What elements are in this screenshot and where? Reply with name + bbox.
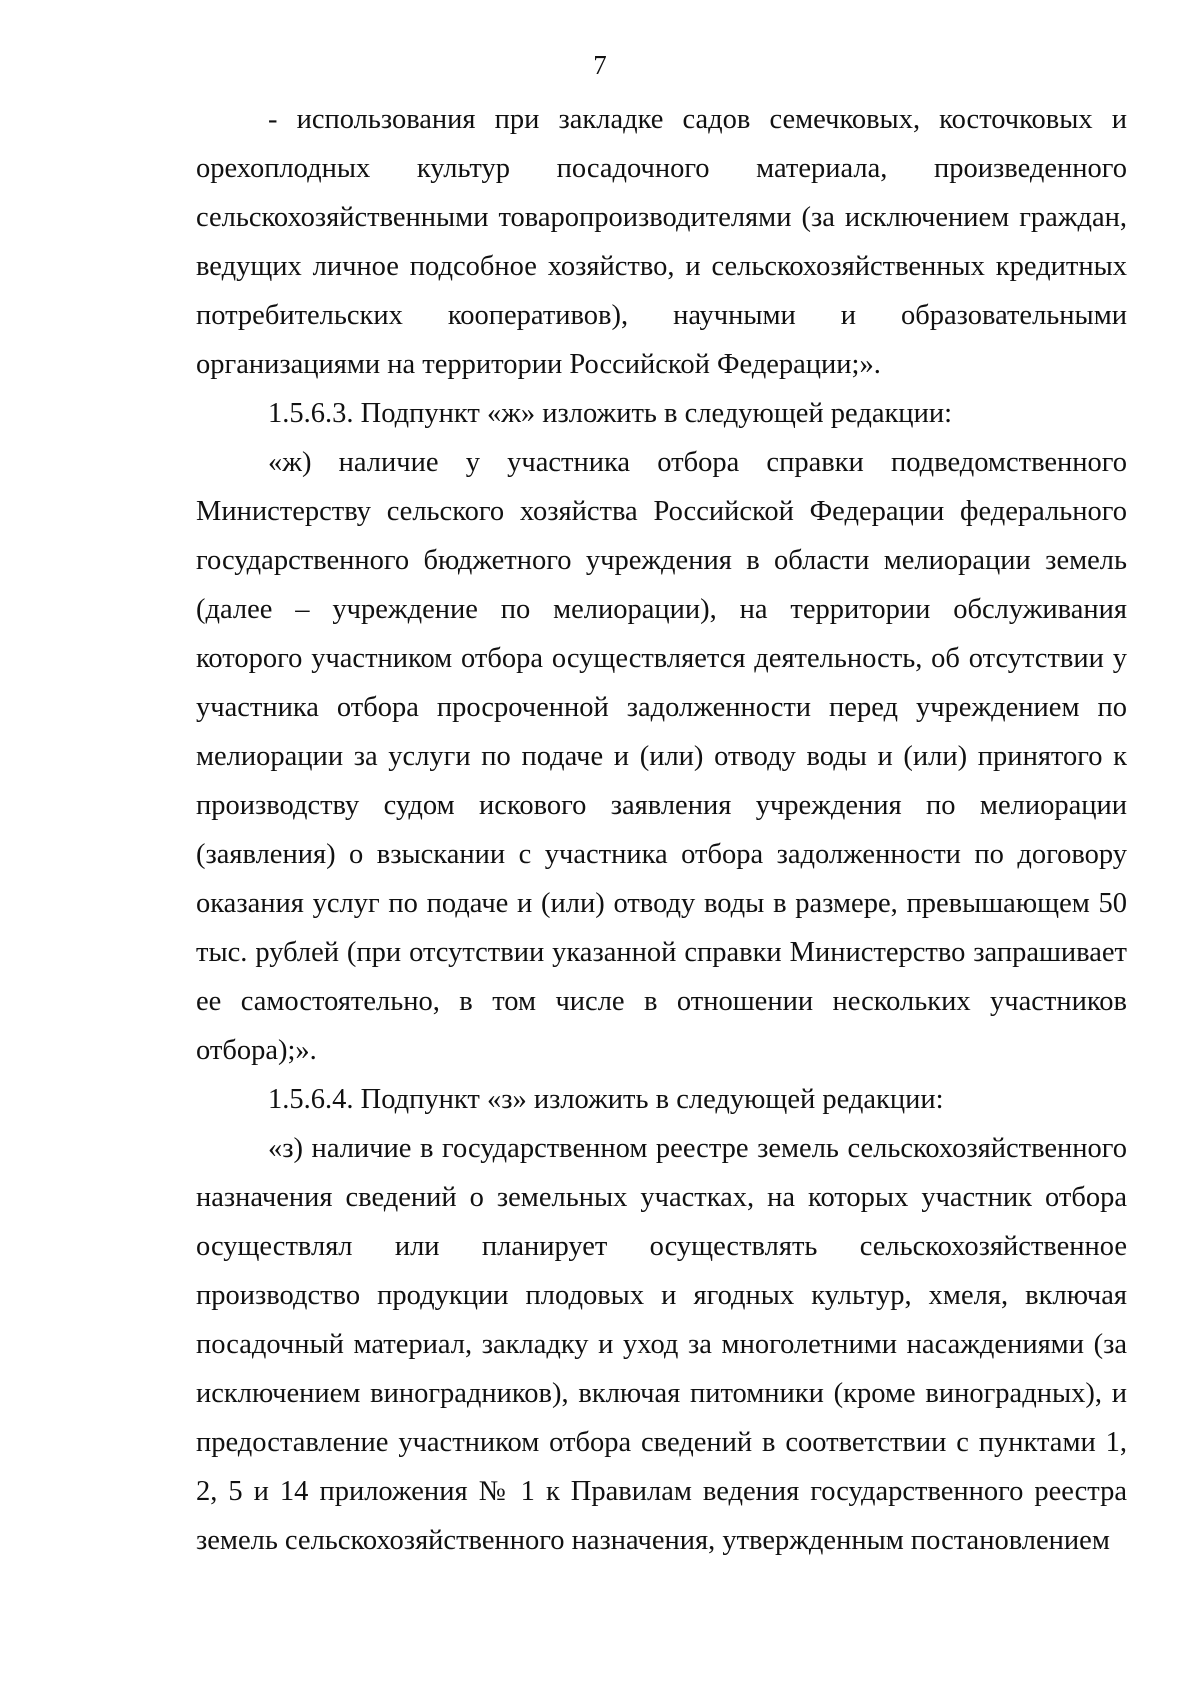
- document-body: [196, 95, 1127, 1565]
- paragraph-subclause-zh-text: «ж) наличие у участника отбора справки подведомственного Министерству сельского хозяйства Российской Федерации федерального государственного бюджетного учреждения в области мелиорации земель (далее – учреждение по мелиорации), на территории обслуживания которого участником отбора осуществляется деятельность, об отсутствии у участника отбора просроченной задолженности перед учреждением по мелиорации за услуги по подаче и (или) отводу воды и (или) принятого к производству судом искового заявления учреждения по мелиорации (заявления) о взыскании с участника отбора задолженности по договору оказания услуг по подаче и (или) отводу воды в размере, превышающем 50 тыс. рублей (при отсутствии указанной справки Министерство запрашивает ее самостоятельно, в том числе в отношении нескольких участников отбора);».: [196, 447, 1127, 1066]
- paragraph-subclause-z-heading: 1.5.6.4. Подпункт «з» изложить в следующей редакции:: [268, 1084, 944, 1115]
- paragraph-subclause-z-text: «з) наличие в государственном реестре земель сельскохозяйственного назначения сведений о земельных участках, на которых участник отбора осуществлял или планирует осуществлять сельскохозяйственное производство продукции плодовых и ягодных культур, хмеля, включая посадочный материал, закладку и уход за многолетними насаждениями (за исключением виноградников), включая питомники (кроме виноградных), и предоставление участником отбора сведений в соответствии с пунктами 1, 2, 5 и 14 приложения № 1 к Правилам ведения государственного реестра земель сельскохозяйственного назначения, утвержденным постановлением: [196, 1133, 1127, 1556]
- paragraph-usage-planting-material: - использования при закладке садов семечковых, косточковых и орехоплодных культур посадочного материала, произведенного сельскохозяйственными товаропроизводителями (за исключением граждан, ведущих личное подсобное хозяйство, и сельскохозяйственных кредитных потребительских кооперативов), научными и образовательными организациями на территории Российской Федерации;».: [196, 104, 1127, 380]
- page-number: 7: [593, 50, 607, 80]
- paragraph-subclause-zh-heading: 1.5.6.3. Подпункт «ж» изложить в следующей редакции:: [268, 398, 952, 429]
